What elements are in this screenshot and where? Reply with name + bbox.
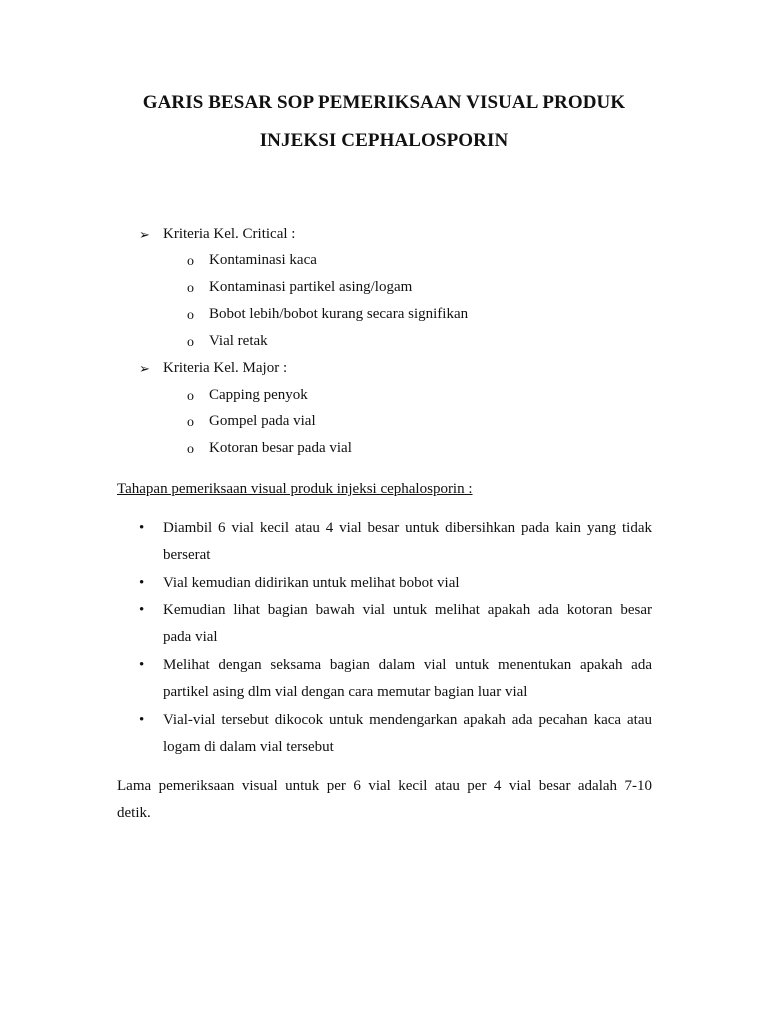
step-line-continuation: logam di dalam vial tersebut <box>163 739 334 755</box>
dot-bullet-icon: • <box>139 520 145 536</box>
document-title-line-1: GARIS BESAR SOP PEMERIKSAAN VISUAL PRODUK <box>142 92 626 113</box>
steps-heading: Tahapan pemeriksaan visual produk injeksi cephalosporin : <box>117 481 473 497</box>
criteria-critical-item: Kontaminasi kaca <box>209 252 317 268</box>
circle-bullet-icon: o <box>187 335 194 350</box>
criteria-major-label: Kriteria Kel. Major : <box>163 360 288 376</box>
circle-bullet-icon: o <box>187 415 194 430</box>
circle-bullet-icon: o <box>187 281 194 296</box>
circle-bullet-icon: o <box>187 308 194 323</box>
document-title-line-2: INJEKSI CEPHALOSPORIN <box>259 130 509 151</box>
step-line: Melihat dengan seksama bagian dalam vial untuk menentukan apakah ada <box>163 657 652 673</box>
circle-bullet-icon: o <box>187 442 194 457</box>
circle-bullet-icon: o <box>187 389 194 404</box>
closing-paragraph-line-2: detik. <box>117 805 151 821</box>
step-line: Vial-vial tersebut dikocok untuk mendengarkan apakah ada pecahan kaca atau <box>163 712 652 728</box>
step-line: Kemudian lihat bagian bawah vial untuk melihat apakah ada kotoran besar <box>163 602 652 618</box>
criteria-critical-label: Kriteria Kel. Critical : <box>163 226 296 242</box>
step-line-continuation: pada vial <box>163 629 218 645</box>
criteria-major-item: Kotoran besar pada vial <box>209 440 352 456</box>
step-line: Vial kemudian didirikan untuk melihat bobot vial <box>163 575 460 591</box>
circle-bullet-icon: o <box>187 254 194 269</box>
arrow-bullet-icon: ➢ <box>139 227 150 242</box>
dot-bullet-icon: • <box>139 602 145 618</box>
dot-bullet-icon: • <box>139 712 145 728</box>
criteria-critical-item: Vial retak <box>209 333 268 349</box>
dot-bullet-icon: • <box>139 575 145 591</box>
criteria-major-item: Capping penyok <box>209 387 308 403</box>
criteria-critical-item: Kontaminasi partikel asing/logam <box>209 279 413 295</box>
arrow-bullet-icon: ➢ <box>139 361 150 376</box>
step-line: Diambil 6 vial kecil atau 4 vial besar untuk dibersihkan pada kain yang tidak <box>163 520 652 536</box>
criteria-major-item: Gompel pada vial <box>209 413 316 429</box>
criteria-critical-item: Bobot lebih/bobot kurang secara signifikan <box>209 306 469 322</box>
dot-bullet-icon: • <box>139 657 145 673</box>
closing-paragraph-line-1: Lama pemeriksaan visual untuk per 6 vial kecil atau per 4 vial besar adalah 7-10 <box>117 778 652 794</box>
step-line-continuation: berserat <box>163 547 211 563</box>
step-line-continuation: partikel asing dlm vial dengan cara memutar bagian luar vial <box>163 684 528 700</box>
